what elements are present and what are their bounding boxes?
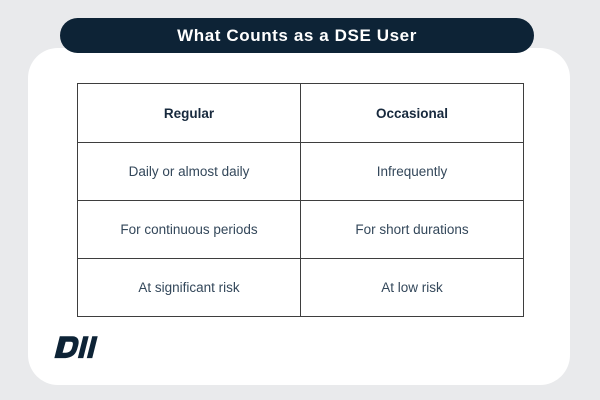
header-cell-occasional: Occasional <box>301 84 524 143</box>
table-header-row <box>78 84 524 143</box>
dse-comparison-table <box>77 83 524 317</box>
page-title: What Counts as a DSE User <box>177 25 417 45</box>
title-banner <box>60 18 534 53</box>
table-cell: Daily or almost daily <box>78 143 301 201</box>
header-cell-regular: Regular <box>78 84 301 143</box>
dw-monogram-logo <box>52 332 102 364</box>
table-cell: Infrequently <box>301 143 524 201</box>
table-cell: For short durations <box>301 201 524 259</box>
table-cell: At significant risk <box>78 259 301 317</box>
table-row <box>78 259 524 317</box>
table-cell: For continuous periods <box>78 201 301 259</box>
table-cell: At low risk <box>301 259 524 317</box>
table-row <box>78 143 524 201</box>
table-row <box>78 201 524 259</box>
